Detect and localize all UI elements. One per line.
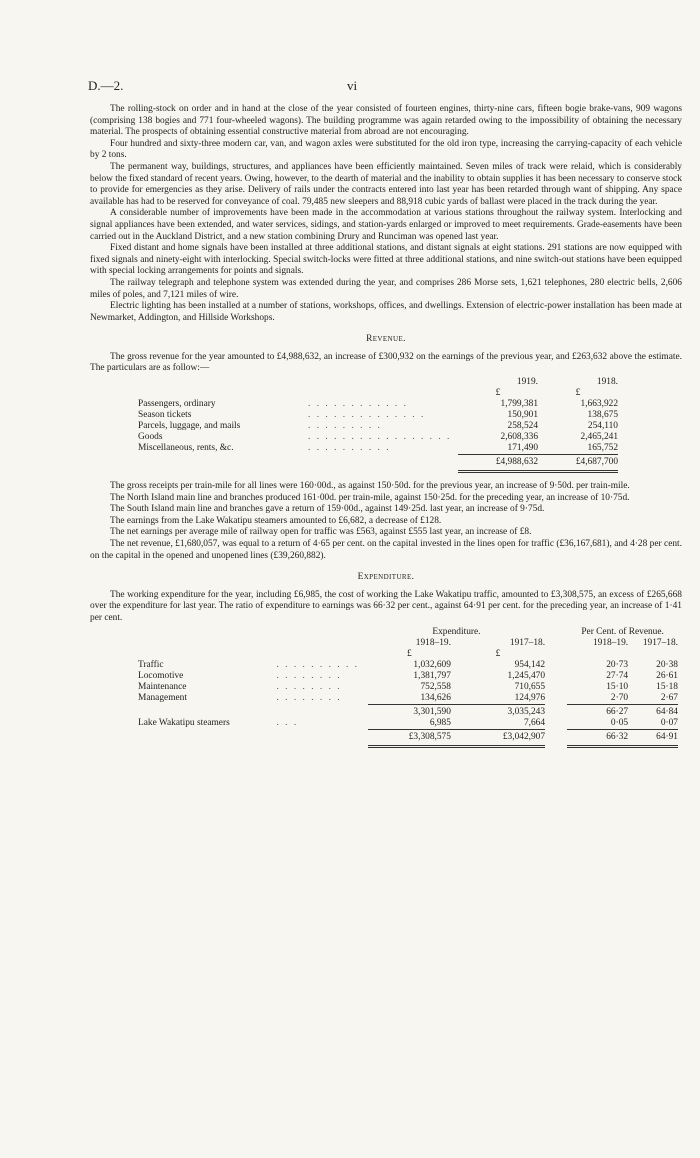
- subtotal-value: 3,035,243: [451, 704, 545, 718]
- row-value: 138,675: [587, 410, 618, 421]
- total-percent: 64·91: [628, 729, 678, 746]
- row-percent: 15·10: [606, 681, 629, 692]
- paragraph: Fixed distant and home signals have been installed at three additional stations, and distant signals at eight stations. 291 stations are now equipped with fixed signals and ninety-eight with interlocking. Special switch-locks were fitted at three additional stations, and nine switch-out stations have been equipped with special locking arrangements for points and signals.: [90, 243, 682, 277]
- document-reference: D.—2.: [88, 78, 124, 93]
- paragraph: The net earnings per average mile of railway open for traffic was £563, against £555 last year, an increase of £8.: [110, 527, 532, 538]
- paragraph: A considerable number of improvements have been made in the accommodation at various stations throughout the railway system. Interlocking and signal appliances have been extended, and water services, sidings, and station-yards enlarged or improved to meet requirements. Grade-easements have been carried out in the Auckland District, and a new station combining Drury and Runciman was opened last year.: [90, 208, 682, 242]
- paragraph: Four hundred and sixty-three modern car, van, and wagon axles were substituted for the old iron type, increasing the carrying-capacity of each vehicle by 2 tons.: [90, 138, 682, 161]
- leader-dots: . . . . . . . .: [276, 670, 342, 681]
- row-label: Locomotive: [138, 670, 184, 681]
- row-label: Maintenance: [138, 681, 187, 692]
- total-row: [138, 729, 678, 746]
- row-value: 1,381,797: [413, 670, 451, 681]
- table-row: [138, 410, 618, 421]
- total-value: £4,988,632: [458, 455, 538, 472]
- body-text: [90, 104, 682, 748]
- table-row: [138, 421, 618, 432]
- table-row: [138, 718, 678, 730]
- revenue-unit: £: [495, 388, 501, 399]
- expenditure-table: [138, 627, 678, 748]
- paragraph: The railway telegraph and telephone system was extended during the year, and comprises 286 Morse sets, 1,621 telephones, 280 electric bells, 2,606 miles of poles, and 7,121 miles of wire.: [90, 277, 682, 300]
- row-value: 1,032,609: [413, 659, 451, 670]
- paragraph: Electric lighting has been installed at a number of stations, workshops, offices, and dwellings. Extension of electric-power installation has been made at Newmarket, Addington, and Hillside Workshops.: [90, 301, 682, 323]
- row-value: 165,752: [587, 443, 618, 454]
- expenditure-unit: £: [407, 648, 412, 659]
- row-value: 7,664: [523, 717, 546, 728]
- revenue-table: [138, 377, 618, 473]
- table-row: [138, 671, 678, 682]
- table-row: [138, 443, 618, 455]
- leader-dots: . . . . . . . .: [276, 692, 342, 703]
- leader-dots: . . . . . . . . . .: [276, 659, 359, 670]
- expenditure-unit: £: [495, 648, 501, 659]
- row-label: Miscellaneous, rents, &c.: [138, 443, 234, 454]
- row-value: 954,142: [514, 659, 546, 670]
- row-percent: 20·38: [656, 659, 678, 670]
- row-percent: 2·70: [610, 692, 629, 703]
- table-row: [138, 432, 618, 443]
- col-header: 1917–18.: [509, 637, 546, 648]
- expenditure-intro: The working expenditure for the year, including £6,985, the cost of working the Lake Wakatipu traffic, amounted to £3,308,575, an excess of £265,668 over the expenditure for last year. The ratio of expenditure to earnings was 66·32 per cent., against 64·91 per cent. for the preceding year, an increase of 1·41 per cent.: [90, 589, 682, 623]
- revenue-intro: The gross revenue for the year amounted to £4,988,632, an increase of £300,932 on the earnings of the previous year, and £263,632 above the estimate. The particulars are as follow:—: [90, 351, 682, 374]
- revenue-col-1919: 1919.: [516, 377, 538, 388]
- row-percent: 20·73: [606, 659, 629, 670]
- col-header: 1918–19.: [415, 637, 451, 648]
- paragraph: The permanent way, buildings, structures, and appliances have been efficiently maintained. Seven miles of track were relaid, which is considerably below the fixed standard of recent years. Owing, however, to the dearth of material and the inability to obtain supplies it has been necessary to conserve stock to provide for emergencies as they arise. Delivery of rails under the contracts entered into last year has been retarded through want of shipping. Any space available has had to be reserved for conveyance of coal. 79,485 new sleepers and 88,918 cubic yards of ballast were placed in the track during the year.: [90, 161, 682, 207]
- page-number: vi: [347, 78, 358, 93]
- row-value: 1,245,470: [507, 670, 546, 681]
- revenue-heading: Revenue.: [366, 334, 406, 345]
- leader-dots: . . . . . . . . . . . . . .: [308, 410, 426, 421]
- row-value: 134,626: [420, 692, 451, 703]
- row-value: 752,558: [420, 681, 451, 692]
- row-value: 254,110: [587, 421, 618, 432]
- row-value: 124,976: [514, 692, 546, 703]
- table-row: [138, 399, 618, 410]
- row-percent: 0·05: [610, 717, 629, 728]
- row-label: Goods: [138, 432, 163, 443]
- table-row: [138, 693, 678, 705]
- subtotal-percent: 64·84: [628, 704, 678, 718]
- total-row: [138, 455, 618, 472]
- row-percent: 15·18: [656, 681, 678, 692]
- row-label: Traffic: [138, 659, 164, 670]
- percent-group-header: Per Cent. of Revenue.: [581, 626, 664, 637]
- row-value: 171,490: [507, 443, 538, 454]
- row-percent: 27·74: [606, 670, 629, 681]
- row-percent: 2·67: [660, 692, 678, 703]
- row-percent: 26·61: [656, 670, 678, 681]
- leader-dots: . . . . . . . . . . . .: [308, 399, 408, 410]
- subtotal-percent: 66·27: [567, 704, 628, 718]
- row-value: 2,608,336: [500, 432, 538, 443]
- row-percent: 0·07: [660, 717, 678, 728]
- paragraph: The South Island main line and branches gave a return of 159·00d., against 149·25d. last year, an increase of 9·75d.: [110, 504, 545, 515]
- row-label: Parcels, luggage, and mails: [138, 421, 241, 432]
- row-value: 2,465,241: [580, 432, 618, 443]
- total-value: £4,687,700: [538, 455, 618, 472]
- row-value: 6,985: [429, 717, 451, 728]
- subtotal-value: 3,301,590: [368, 704, 451, 718]
- total-percent: 66·32: [567, 729, 628, 746]
- expenditure-group-header: Expenditure.: [432, 626, 481, 637]
- leader-dots: . . . . . . . . . .: [308, 443, 391, 454]
- total-value: £3,308,575: [368, 729, 451, 746]
- leader-dots: . . . . . . . . .: [308, 421, 382, 432]
- leader-dots: . . . . . . . .: [276, 681, 342, 692]
- col-header: 1917–18.: [642, 637, 678, 648]
- leader-dots: . . .: [276, 717, 299, 728]
- table-row: [138, 660, 678, 671]
- expenditure-heading: Expenditure.: [357, 572, 415, 583]
- leader-dots: . . . . . . . . . . . . . . . . .: [308, 432, 452, 443]
- row-label: Passengers, ordinary: [138, 399, 216, 410]
- col-header: 1918–19.: [592, 637, 629, 648]
- row-value: 258,524: [507, 421, 538, 432]
- revenue-col-1918: 1918.: [596, 377, 618, 388]
- revenue-unit: £: [575, 388, 581, 399]
- row-label: Season tickets: [138, 410, 192, 421]
- row-value: 710,655: [514, 681, 546, 692]
- total-value: £3,042,907: [451, 729, 545, 746]
- paragraph: The gross receipts per train-mile for all lines were 160·00d., as against 150·50d. for the previous year, an increase of 9·50d. per train-mile.: [110, 481, 630, 492]
- table-row: [138, 682, 678, 693]
- row-value: 150,901: [507, 410, 538, 421]
- row-label: Lake Wakatipu steamers: [138, 717, 230, 728]
- paragraph: The North Island main line and branches produced 161·00d. per train-mile, against 150·25d. for the preceding year, an increase of 10·75d.: [110, 492, 630, 503]
- paragraph: The net revenue, £1,680,057, was equal to a return of 4·65 per cent. on the capital invested in the lines open for traffic (£36,167,681), and 4·28 per cent. on the capital in the opened and unopened lines (£39,260,882).: [90, 539, 682, 561]
- row-label: Management: [138, 692, 187, 703]
- paragraph: The rolling-stock on order and in hand at the close of the year consisted of fourteen engines, thirty-nine cars, fifteen bogie brake-vans, 909 wagons (comprising 138 bogies and 771 four-wheeled wagons). The building programme was again retarded owing to the impossibility of obtaining the necessary material. The prospects of obtaining essential constructive material from abroad are not encouraging.: [90, 104, 682, 138]
- row-value: 1,663,922: [580, 399, 618, 410]
- row-value: 1,799,381: [500, 399, 538, 410]
- subtotal-row: [138, 704, 678, 718]
- paragraph: The earnings from the Lake Wakatipu steamers amounted to £6,682, a decrease of £128.: [110, 515, 442, 526]
